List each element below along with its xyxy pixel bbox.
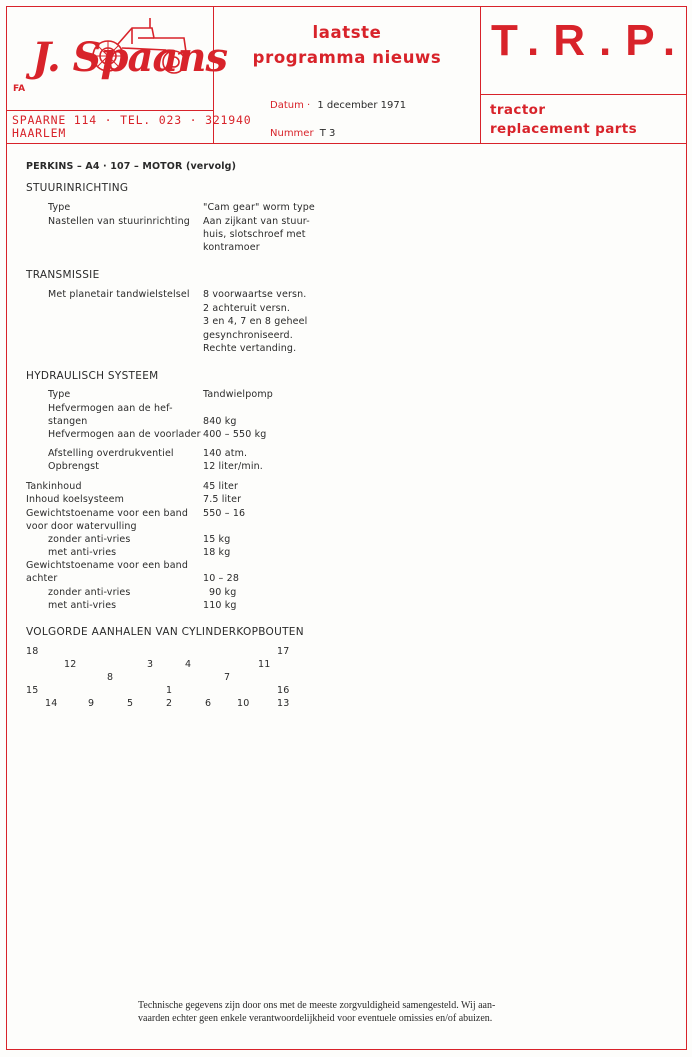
tank-value: 45 liter <box>203 481 239 492</box>
brand-divider <box>480 94 686 95</box>
company-prefix: FA <box>13 84 26 94</box>
lift-loader-value: 400 – 550 kg <box>203 429 267 440</box>
pump-output-label: Opbrengst <box>48 461 100 472</box>
bolt-number: 1 <box>166 685 173 696</box>
lift-rods-value: 840 kg <box>203 416 237 427</box>
transmission-value-1: 8 voorwaartse versn. <box>203 289 307 300</box>
bolt-number: 8 <box>107 672 114 683</box>
rear-no-antifreeze-label: zonder anti-vries <box>48 587 131 598</box>
bulletin-title-line1: laatste <box>312 23 382 42</box>
header-top-border <box>6 6 686 7</box>
date-value: 1 december 1971 <box>317 100 407 111</box>
rear-tire-label-1: Gewichtstoename voor een band <box>26 560 189 571</box>
relief-valve-value: 140 atm. <box>203 448 248 459</box>
cooling-value: 7.5 liter <box>203 494 242 505</box>
date-label: Datum <box>270 100 304 111</box>
bolt-number: 6 <box>205 698 212 709</box>
front-tire-size: 550 – 16 <box>203 508 246 519</box>
rear-antifreeze-value: 110 kg <box>203 600 237 611</box>
steering-type-label: Type <box>48 202 71 213</box>
steering-adjust-value-1: Aan zijkant van stuur- <box>203 216 310 227</box>
lift-rods-label-2: stangen <box>48 416 88 427</box>
hydraulic-type-label: Type <box>48 389 71 400</box>
front-tire-label-2: voor door watervulling <box>26 521 137 532</box>
number-row <box>270 128 335 139</box>
bolt-number: 18 <box>26 646 39 657</box>
bolt-number: 9 <box>88 698 95 709</box>
bolt-number: 10 <box>237 698 250 709</box>
lift-loader-label: Hefvermogen aan de voorlader <box>48 429 201 440</box>
page-title: PERKINS – A4 · 107 – MOTOR (vervolg) <box>26 161 237 172</box>
transmission-value-2: 2 achteruit versn. <box>203 303 291 314</box>
transmission-value-3: 3 en 4, 7 en 8 geheel <box>203 316 308 327</box>
bolt-number: 7 <box>224 672 231 683</box>
bolt-number: 13 <box>277 698 290 709</box>
rear-antifreeze-label: met anti-vries <box>48 600 117 611</box>
company-name: J. Spaans <box>32 34 227 81</box>
transmission-heading: TRANSMISSIE <box>26 269 100 281</box>
number-value: T 3 <box>319 128 336 139</box>
front-no-antifreeze-value: 15 kg <box>203 534 231 545</box>
header-divider-2 <box>480 6 481 143</box>
page-bottom-border <box>6 1049 687 1050</box>
bolt-number: 15 <box>26 685 39 696</box>
brand-tagline-line1: tractor <box>490 102 546 118</box>
bolt-number: 2 <box>166 698 173 709</box>
bolt-sequence-heading: VOLGORDE AANHALEN VAN CYLINDERKOPBOUTEN <box>26 626 304 638</box>
hydraulic-heading: HYDRAULISCH SYSTEEM <box>26 370 159 382</box>
steering-adjust-label: Nastellen van stuurinrichting <box>48 216 190 227</box>
steering-heading: STUURINRICHTING <box>26 182 129 194</box>
bolt-number: 5 <box>127 698 134 709</box>
disclaimer-line2: vaarden echter geen enkele verantwoordelijkheid voor eventuele omissies en/of abuizen. <box>138 1013 493 1024</box>
disclaimer-line1: Technische gegevens zijn door ons met de meeste zorgvuldigheid samengesteld. Wij aan- <box>138 1000 496 1011</box>
bolt-number: 14 <box>45 698 58 709</box>
company-address-line2: HAARLEM <box>12 126 67 140</box>
bolt-number: 16 <box>277 685 290 696</box>
transmission-value-4: gesynchroniseerd. <box>203 330 293 341</box>
company-address-line1: SPAARNE 114 · TEL. 023 · 321940 <box>12 113 252 127</box>
page-right-border <box>686 6 687 1050</box>
tank-label: Tankinhoud <box>26 481 82 492</box>
lift-rods-label-1: Hefvermogen aan de hef- <box>48 403 173 414</box>
date-row: Datum · 1 december 1971 <box>270 100 407 111</box>
front-antifreeze-value: 18 kg <box>203 547 231 558</box>
steering-adjust-value-2: huis, slotschroef met <box>203 229 306 240</box>
bulletin-title-line2: programma nieuws <box>252 48 442 67</box>
pump-output-value: 12 liter/min. <box>203 461 263 472</box>
steering-type-value: "Cam gear" worm type <box>203 202 315 213</box>
rear-no-antifreeze-value: 90 kg <box>209 587 237 598</box>
cooling-label: Inhoud koelsysteem <box>26 494 125 505</box>
bolt-number: 11 <box>258 659 271 670</box>
bolt-number: 12 <box>64 659 77 670</box>
number-label: Nummer <box>270 128 314 139</box>
steering-adjust-value-3: kontramoer <box>203 242 260 253</box>
bolt-number: 4 <box>185 659 192 670</box>
bolt-number: 3 <box>147 659 154 670</box>
rear-tire-label-2: achter <box>26 573 58 584</box>
front-tire-label-1: Gewichtstoename voor een band <box>26 508 189 519</box>
rear-tire-size: 10 – 28 <box>203 573 240 584</box>
page-left-border <box>6 6 7 1050</box>
bolt-number: 17 <box>277 646 290 657</box>
brand-name: T.R.P. <box>491 16 690 65</box>
front-antifreeze-label: met anti-vries <box>48 547 117 558</box>
relief-valve-label: Afstelling overdrukventiel <box>48 448 174 459</box>
brand-tagline-line2: replacement parts <box>490 121 638 137</box>
logo-divider <box>6 110 213 111</box>
transmission-label: Met planetair tandwielstelsel <box>48 289 190 300</box>
transmission-value-5: Rechte vertanding. <box>203 343 297 354</box>
header-bottom-border <box>6 143 686 144</box>
front-no-antifreeze-label: zonder anti-vries <box>48 534 131 545</box>
hydraulic-type-value: Tandwielpomp <box>203 389 273 400</box>
